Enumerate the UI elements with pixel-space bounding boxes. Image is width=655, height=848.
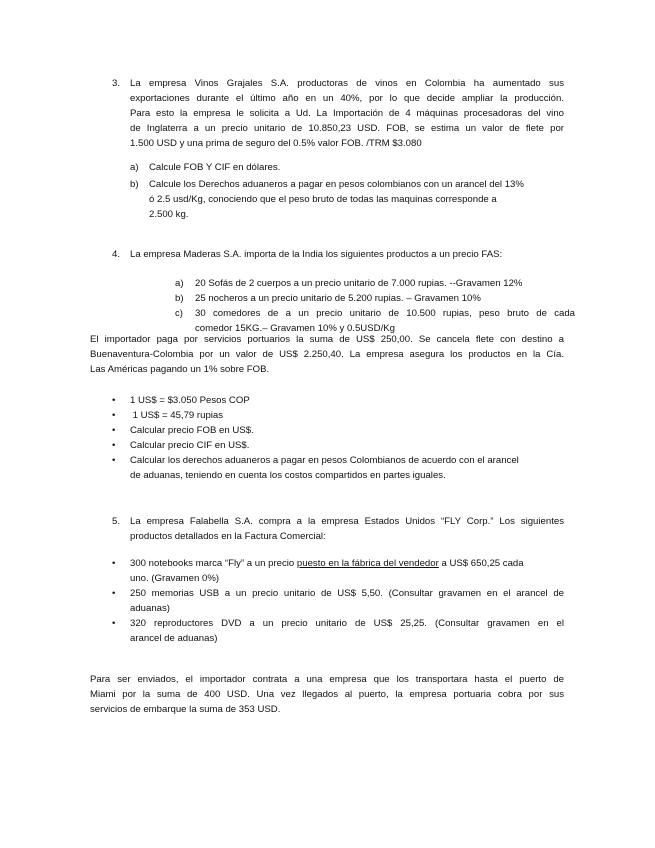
bullet-text: Calcular los derechos aduaneros a pagar en pesos Colombianos de acuerdo con el arancel	[130, 455, 519, 466]
paragraph-line: El importador paga por servicios portuarios la suma de US$ 250,00. Se cancela flete con destino a	[90, 334, 564, 345]
bullet-icon: •	[112, 618, 116, 629]
part-a-label: a)	[130, 162, 139, 173]
bullet-text: Calcular precio CIF en US$.	[130, 440, 250, 451]
bullet-icon: •	[112, 410, 116, 421]
item-label: c)	[175, 308, 183, 319]
bullet-icon: •	[112, 558, 116, 569]
question-3-line: La empresa Vinos Grajales S.A. productoras de vinos en Colombia ha aumentado sus	[130, 78, 564, 89]
final-paragraph	[90, 672, 564, 717]
paragraph-line: Para ser enviados, el importador contrata a una empresa que los transportara hasta el puerto de	[90, 674, 564, 685]
question-5-number: 5.	[112, 516, 121, 527]
question-4-intro: La empresa Maderas S.A. importa de la India los siguientes productos a un precio FAS:	[130, 249, 503, 260]
question-3-number: 3.	[112, 78, 121, 89]
bullet-text: 250 memorias USB a un precio unitario de US$ 5,50. (Consultar gravamen en el arancel de	[130, 588, 564, 599]
part-b-line: 2.500 kg.	[149, 209, 189, 220]
bullet-text: de aduanas, teniendo en cuenta los costos compartidos en partes iguales.	[130, 470, 446, 481]
item-text: 20 Sofás de 2 cuerpos a un precio unitario de 7.000 rupias. --Gravamen 12%	[195, 278, 523, 289]
item-text: 25 nocheros a un precio unitario de 5.200 rupias. – Gravamen 10%	[195, 293, 481, 304]
part-b-line: ó 2.5 usd/Kg, conociendo que el peso bruto de todas las maquinas corresponde a	[149, 194, 497, 205]
bullet-icon: •	[112, 440, 116, 451]
bullet-item	[112, 408, 572, 423]
bullet-text: arancel de aduanas)	[130, 633, 218, 644]
item-text: comedor 15KG.– Gravamen 10% y 0.5USD/Kg	[195, 323, 395, 334]
bullet-item	[112, 438, 572, 453]
bullet-text: 320 reproductores DVD a un precio unitario de US$ 25,25. (Consultar gravamen en el	[130, 618, 564, 629]
bullet-item	[112, 453, 572, 483]
bullet-text: aduanas)	[130, 603, 171, 614]
question-4-number: 4.	[112, 249, 121, 260]
part-a-text: Calcule FOB Y CIF en dólares.	[149, 162, 281, 173]
question-3-line: de Inglaterra a un precio unitario de 10.850,23 USD. FOB, se estima un valor de flete por	[130, 123, 564, 134]
item-label: a)	[175, 278, 184, 289]
question-5-intro-line: La empresa Falabella S.A. compra a la empresa Estados Unidos “FLY Corp.” Los siguientes	[130, 516, 564, 527]
bullet-text: 1 US$ = 45,79 rupias	[130, 410, 224, 421]
question-3-line: exportaciones durante el último año en un 40%, por lo que decide ampliar la producción.	[130, 93, 564, 104]
question-4-item-b	[175, 291, 575, 306]
bullet-text: uno. (Gravamen 0%)	[130, 573, 220, 584]
item-text: 30 comedores de a un precio unitario de 10.500 rupias, peso bruto de cada	[195, 308, 575, 319]
item-label: b)	[175, 293, 184, 304]
question-4-items	[175, 276, 575, 336]
bullet-item	[112, 586, 564, 616]
underlined-term: puesto en la fábrica del vendedor	[296, 558, 439, 569]
bullet-text	[130, 556, 564, 571]
bullet-text: Calcular precio FOB en US$.	[130, 425, 254, 436]
bullet-icon: •	[112, 395, 116, 406]
bullet-item	[112, 556, 564, 586]
bullet-item	[112, 616, 564, 646]
question-4-bullets	[112, 393, 572, 483]
paragraph-line: Buenaventura-Colombia por un valor de US$ 2.250,40. La empresa asegura los productos en la Cía.	[90, 349, 564, 360]
bullet-text-part: 300 notebooks marca “Fly” a un precio	[130, 558, 297, 569]
question-5-bullets	[112, 556, 564, 646]
bullet-text: 1 US$ = $3.050 Pesos COP	[130, 395, 250, 406]
bullet-text-part: a US$ 650,25 cada	[438, 558, 524, 569]
bullet-icon: •	[112, 455, 116, 466]
paragraph-line: Las Américas pagando un 1% sobre FOB.	[90, 364, 270, 375]
question-4-paragraph	[90, 332, 564, 377]
bullet-icon: •	[112, 425, 116, 436]
question-3-line: Para esto la empresa le solicita a Ud. La Importación de 4 máquinas procesadoras del vino	[130, 108, 564, 119]
paragraph-line: servicios de embarque la suma de 353 USD.	[90, 704, 281, 715]
question-5-intro-line: productos detallados en la Factura Comercial:	[130, 531, 326, 542]
question-3-text	[130, 76, 564, 151]
bullet-item	[112, 423, 572, 438]
part-b-line: Calcule los Derechos aduaneros a pagar en pesos colombianos con un arancel del 13%	[149, 179, 524, 190]
bullet-icon: •	[112, 588, 116, 599]
question-3-line: 1.500 USD y una prima de seguro del 0.5% valor FOB. /TRM $3.080	[130, 138, 422, 149]
paragraph-line: Miami por la suma de 400 USD. Una vez llegados al puerto, la empresa portuaria cobra por sus	[90, 689, 564, 700]
part-b-label: b)	[130, 179, 139, 190]
question-4-item-a	[175, 276, 575, 291]
bullet-item	[112, 393, 572, 408]
